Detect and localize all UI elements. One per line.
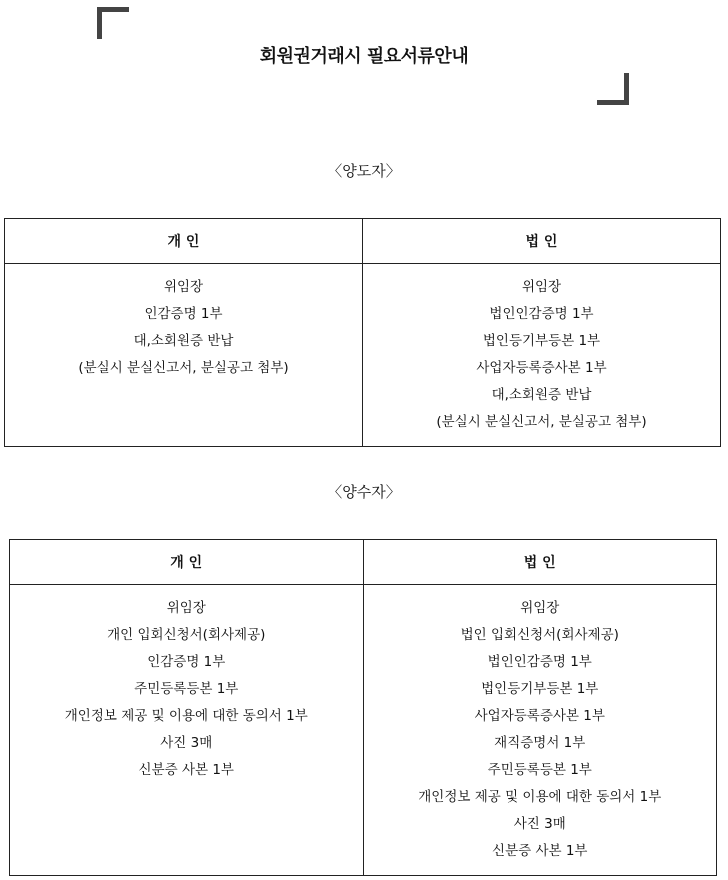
document-item: 사업자등록증사본 1부 (474, 708, 605, 724)
buyer-documents-table (9, 539, 717, 876)
column-header-individual: 개 인 (10, 540, 364, 585)
table-body-row (10, 585, 717, 876)
corporate-documents-cell (363, 264, 721, 447)
document-item: 신분증 사본 1부 (138, 762, 234, 778)
document-item: 위임장 (521, 279, 562, 295)
document-item: 개인정보 제공 및 이용에 대한 동의서 1부 (64, 708, 308, 724)
document-item: 사업자등록증사본 1부 (476, 360, 607, 376)
document-item: 대,소회원증 반납 (133, 333, 234, 349)
document-item: 위임장 (520, 600, 560, 616)
page-title: 회원권거래시 필요서류안내 (259, 46, 469, 67)
individual-documents-cell (5, 264, 363, 447)
table-header-row (5, 219, 721, 264)
document-item: 법인등기부등본 1부 (481, 681, 599, 697)
document-item: 법인등기부등본 1부 (482, 333, 601, 349)
corporate-documents-cell (363, 585, 717, 876)
document-item: 개인 입회신청서(회사제공) (107, 627, 266, 643)
document-item: 사진 3매 (160, 735, 213, 751)
document-item: 대,소회원증 반납 (491, 387, 592, 403)
section-title-buyer: 〈양수자〉 (327, 483, 401, 501)
column-header-individual: 개 인 (5, 219, 363, 264)
document-item: 인감증명 1부 (144, 306, 223, 322)
document-item: (분실시 분실신고서, 분실공고 첨부) (436, 414, 647, 430)
document-item: 재직증명서 1부 (494, 735, 586, 751)
seller-documents-table (4, 218, 721, 447)
section-title-seller: 〈양도자〉 (327, 162, 401, 180)
table-header-row (10, 540, 717, 585)
document-item: 사진 3매 (513, 816, 566, 832)
document-item: 신분증 사본 1부 (492, 843, 588, 859)
document-item: 법인 입회신청서(회사제공) (460, 627, 619, 643)
document-item: 주민등록등본 1부 (487, 762, 592, 778)
table-body-row (5, 264, 721, 447)
column-header-corporate: 법 인 (363, 219, 721, 264)
corner-bracket-bottom-right (597, 73, 629, 105)
individual-documents-cell (10, 585, 364, 876)
column-header-corporate: 법 인 (363, 540, 717, 585)
corner-bracket-top-left (97, 7, 129, 39)
document-item: 법인인감증명 1부 (489, 306, 594, 322)
document-item: 개인정보 제공 및 이용에 대한 동의서 1부 (418, 789, 662, 805)
document-item: 위임장 (163, 279, 204, 295)
document-item: (분실시 분실신고서, 분실공고 첨부) (78, 360, 289, 376)
document-item: 법인인감증명 1부 (487, 654, 592, 670)
document-item: 위임장 (166, 600, 206, 616)
document-item: 인감증명 1부 (147, 654, 226, 670)
document-item: 주민등록등본 1부 (134, 681, 239, 697)
